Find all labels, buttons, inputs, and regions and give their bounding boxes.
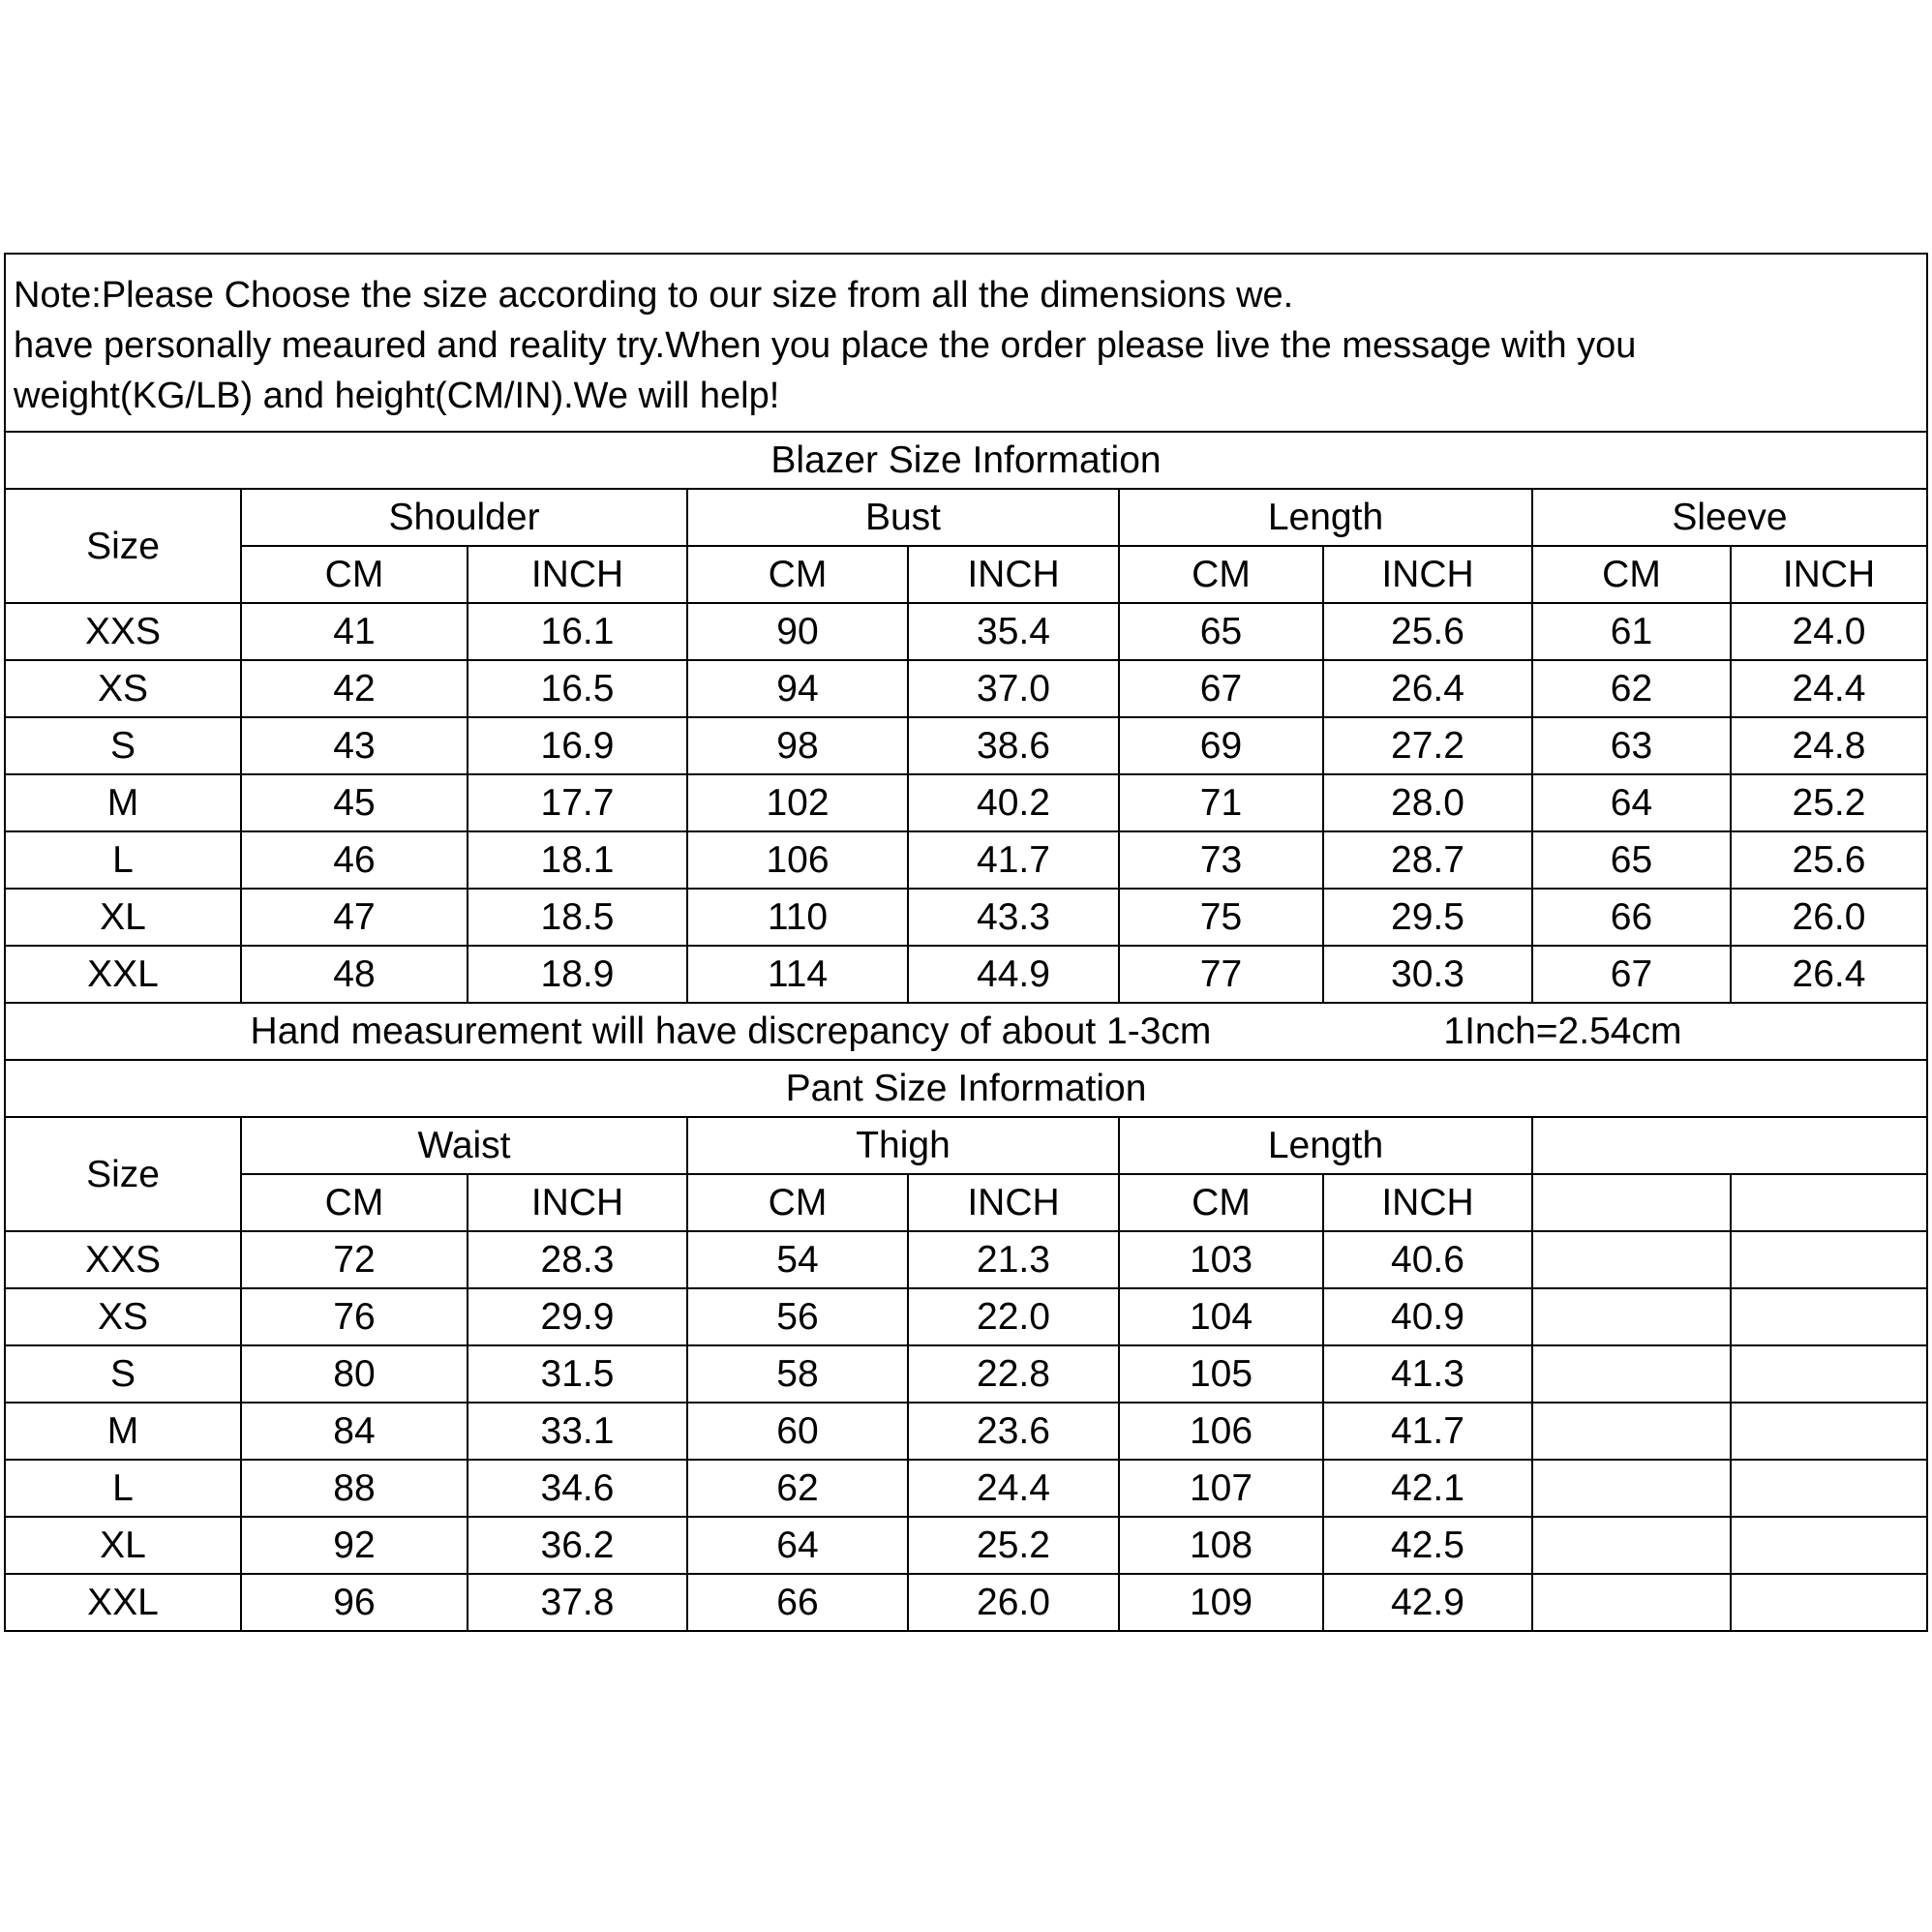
note-line: weight(KG/LB) and height(CM/IN).We will help! (14, 376, 780, 416)
value-cell: 26.4 (1323, 660, 1532, 717)
value-cell: 34.6 (468, 1460, 687, 1517)
value-cell: 24.4 (1731, 660, 1927, 717)
size-cell: XXL (5, 1574, 241, 1631)
value-cell: 56 (687, 1288, 908, 1345)
unit-header (1532, 1174, 1731, 1231)
value-cell: 67 (1119, 660, 1323, 717)
size-cell: L (5, 1460, 241, 1517)
unit-header: INCH (468, 546, 687, 603)
footnote-row (5, 1003, 1927, 1060)
unit-header: CM (1532, 546, 1731, 603)
measurement-header: Length (1119, 489, 1532, 546)
table-row (5, 889, 1927, 946)
value-cell: 25.2 (908, 1517, 1119, 1574)
unit-header: CM (1119, 1174, 1323, 1231)
unit-header: INCH (1731, 546, 1927, 603)
value-cell: 98 (687, 717, 908, 774)
value-cell: 76 (241, 1288, 468, 1345)
value-cell: 27.2 (1323, 717, 1532, 774)
value-cell: 60 (687, 1403, 908, 1460)
value-cell: 63 (1532, 717, 1731, 774)
value-cell: 31.5 (468, 1345, 687, 1403)
value-cell: 106 (687, 831, 908, 889)
unit-header: INCH (1323, 1174, 1532, 1231)
value-cell: 65 (1119, 603, 1323, 660)
value-cell: 38.6 (908, 717, 1119, 774)
table-row (5, 1288, 1927, 1345)
value-cell (1731, 1345, 1927, 1403)
value-cell: 114 (687, 946, 908, 1003)
table-row (5, 1574, 1927, 1631)
size-cell: XL (5, 1517, 241, 1574)
section-title: Pant Size Information (5, 1060, 1927, 1117)
value-cell (1532, 1574, 1731, 1631)
value-cell: 25.6 (1323, 603, 1532, 660)
value-cell (1532, 1231, 1731, 1288)
discrepancy-note: Hand measurement will have discrepancy of about 1-3cm (250, 1011, 1212, 1052)
value-cell: 110 (687, 889, 908, 946)
measurement-header: Shoulder (241, 489, 687, 546)
value-cell: 73 (1119, 831, 1323, 889)
value-cell: 41 (241, 603, 468, 660)
value-cell: 96 (241, 1574, 468, 1631)
value-cell: 64 (687, 1517, 908, 1574)
value-cell: 107 (1119, 1460, 1323, 1517)
table-row (5, 1460, 1927, 1517)
value-cell (1731, 1403, 1927, 1460)
value-cell: 62 (687, 1460, 908, 1517)
value-cell: 35.4 (908, 603, 1119, 660)
value-cell: 103 (1119, 1231, 1323, 1288)
value-cell (1731, 1574, 1927, 1631)
value-cell: 106 (1119, 1403, 1323, 1460)
measurement-header: Bust (687, 489, 1119, 546)
value-cell: 24.4 (908, 1460, 1119, 1517)
value-cell: 42.9 (1323, 1574, 1532, 1631)
value-cell: 26.4 (1731, 946, 1927, 1003)
table-row (5, 717, 1927, 774)
value-cell: 105 (1119, 1345, 1323, 1403)
value-cell: 48 (241, 946, 468, 1003)
value-cell: 22.0 (908, 1288, 1119, 1345)
size-cell: XXL (5, 946, 241, 1003)
value-cell: 58 (687, 1345, 908, 1403)
unit-header (1731, 1174, 1927, 1231)
value-cell: 18.9 (468, 946, 687, 1003)
size-cell: M (5, 774, 241, 831)
value-cell: 40.6 (1323, 1231, 1532, 1288)
value-cell: 23.6 (908, 1403, 1119, 1460)
value-cell (1532, 1403, 1731, 1460)
value-cell: 65 (1532, 831, 1731, 889)
value-cell: 37.8 (468, 1574, 687, 1631)
size-header: Size (5, 1117, 241, 1231)
value-cell: 29.5 (1323, 889, 1532, 946)
value-cell: 102 (687, 774, 908, 831)
value-cell (1532, 1460, 1731, 1517)
value-cell: 46 (241, 831, 468, 889)
value-cell: 45 (241, 774, 468, 831)
table-row (5, 660, 1927, 717)
value-cell: 18.1 (468, 831, 687, 889)
unit-header: INCH (908, 1174, 1119, 1231)
value-cell: 16.9 (468, 717, 687, 774)
unit-header: CM (687, 1174, 908, 1231)
value-cell: 29.9 (468, 1288, 687, 1345)
value-cell (1532, 1517, 1731, 1574)
size-chart-table (4, 253, 1928, 1632)
value-cell: 28.3 (468, 1231, 687, 1288)
value-cell: 88 (241, 1460, 468, 1517)
value-cell (1731, 1460, 1927, 1517)
size-cell: XS (5, 660, 241, 717)
value-cell (1731, 1517, 1927, 1574)
value-cell: 61 (1532, 603, 1731, 660)
measurement-header (1532, 1117, 1927, 1174)
value-cell: 26.0 (908, 1574, 1119, 1631)
value-cell: 33.1 (468, 1403, 687, 1460)
table-row (5, 1231, 1927, 1288)
size-cell: XS (5, 1288, 241, 1345)
value-cell: 22.8 (908, 1345, 1119, 1403)
value-cell: 104 (1119, 1288, 1323, 1345)
value-cell: 42 (241, 660, 468, 717)
unit-header: INCH (908, 546, 1119, 603)
table-row (5, 1403, 1927, 1460)
value-cell: 41.7 (908, 831, 1119, 889)
value-cell: 94 (687, 660, 908, 717)
unit-header: CM (241, 546, 468, 603)
value-cell: 42.1 (1323, 1460, 1532, 1517)
value-cell: 75 (1119, 889, 1323, 946)
value-cell: 72 (241, 1231, 468, 1288)
value-cell: 28.7 (1323, 831, 1532, 889)
value-cell (1731, 1288, 1927, 1345)
value-cell: 92 (241, 1517, 468, 1574)
value-cell: 24.0 (1731, 603, 1927, 660)
value-cell: 90 (687, 603, 908, 660)
value-cell: 43 (241, 717, 468, 774)
value-cell: 67 (1532, 946, 1731, 1003)
value-cell: 44.9 (908, 946, 1119, 1003)
size-cell: L (5, 831, 241, 889)
unit-header: CM (241, 1174, 468, 1231)
size-cell: S (5, 1345, 241, 1403)
value-cell (1532, 1345, 1731, 1403)
value-cell: 41.7 (1323, 1403, 1532, 1460)
size-cell: S (5, 717, 241, 774)
value-cell: 71 (1119, 774, 1323, 831)
size-header: Size (5, 489, 241, 603)
note-line: Note:Please Choose the size according to our size from all the dimensions we. (14, 275, 1294, 316)
measurement-header: Length (1119, 1117, 1532, 1174)
value-cell: 18.5 (468, 889, 687, 946)
value-cell: 21.3 (908, 1231, 1119, 1288)
value-cell (1532, 1288, 1731, 1345)
value-cell: 17.7 (468, 774, 687, 831)
value-cell (1731, 1231, 1927, 1288)
conversion-note: 1Inch=2.54cm (1443, 1011, 1682, 1052)
size-cell: XL (5, 889, 241, 946)
value-cell: 80 (241, 1345, 468, 1403)
measurement-header: Sleeve (1532, 489, 1927, 546)
table-row (5, 831, 1927, 889)
value-cell: 30.3 (1323, 946, 1532, 1003)
value-cell: 40.9 (1323, 1288, 1532, 1345)
value-cell: 62 (1532, 660, 1731, 717)
note-line: have personally meaured and reality try.When you place the order please live the message with you (14, 325, 1637, 366)
value-cell: 69 (1119, 717, 1323, 774)
size-cell: M (5, 1403, 241, 1460)
value-cell: 24.8 (1731, 717, 1927, 774)
value-cell: 42.5 (1323, 1517, 1532, 1574)
measurement-header: Waist (241, 1117, 687, 1174)
size-cell: XXS (5, 1231, 241, 1288)
table-row (5, 1517, 1927, 1574)
table-row (5, 1345, 1927, 1403)
value-cell: 108 (1119, 1517, 1323, 1574)
value-cell: 25.2 (1731, 774, 1927, 831)
value-cell: 77 (1119, 946, 1323, 1003)
value-cell: 28.0 (1323, 774, 1532, 831)
value-cell: 66 (687, 1574, 908, 1631)
unit-header: CM (687, 546, 908, 603)
value-cell: 109 (1119, 1574, 1323, 1631)
unit-header: INCH (1323, 546, 1532, 603)
value-cell: 47 (241, 889, 468, 946)
value-cell: 84 (241, 1403, 468, 1460)
value-cell: 43.3 (908, 889, 1119, 946)
value-cell: 41.3 (1323, 1345, 1532, 1403)
size-note (5, 254, 1927, 432)
value-cell: 26.0 (1731, 889, 1927, 946)
table-row (5, 774, 1927, 831)
section-title: Blazer Size Information (5, 432, 1927, 489)
value-cell: 36.2 (468, 1517, 687, 1574)
value-cell: 54 (687, 1231, 908, 1288)
value-cell: 66 (1532, 889, 1731, 946)
unit-header: CM (1119, 546, 1323, 603)
value-cell: 40.2 (908, 774, 1119, 831)
value-cell: 37.0 (908, 660, 1119, 717)
value-cell: 25.6 (1731, 831, 1927, 889)
table-row (5, 603, 1927, 660)
measurement-header: Thigh (687, 1117, 1119, 1174)
unit-header: INCH (468, 1174, 687, 1231)
value-cell: 16.5 (468, 660, 687, 717)
table-row (5, 946, 1927, 1003)
value-cell: 64 (1532, 774, 1731, 831)
size-cell: XXS (5, 603, 241, 660)
value-cell: 16.1 (468, 603, 687, 660)
